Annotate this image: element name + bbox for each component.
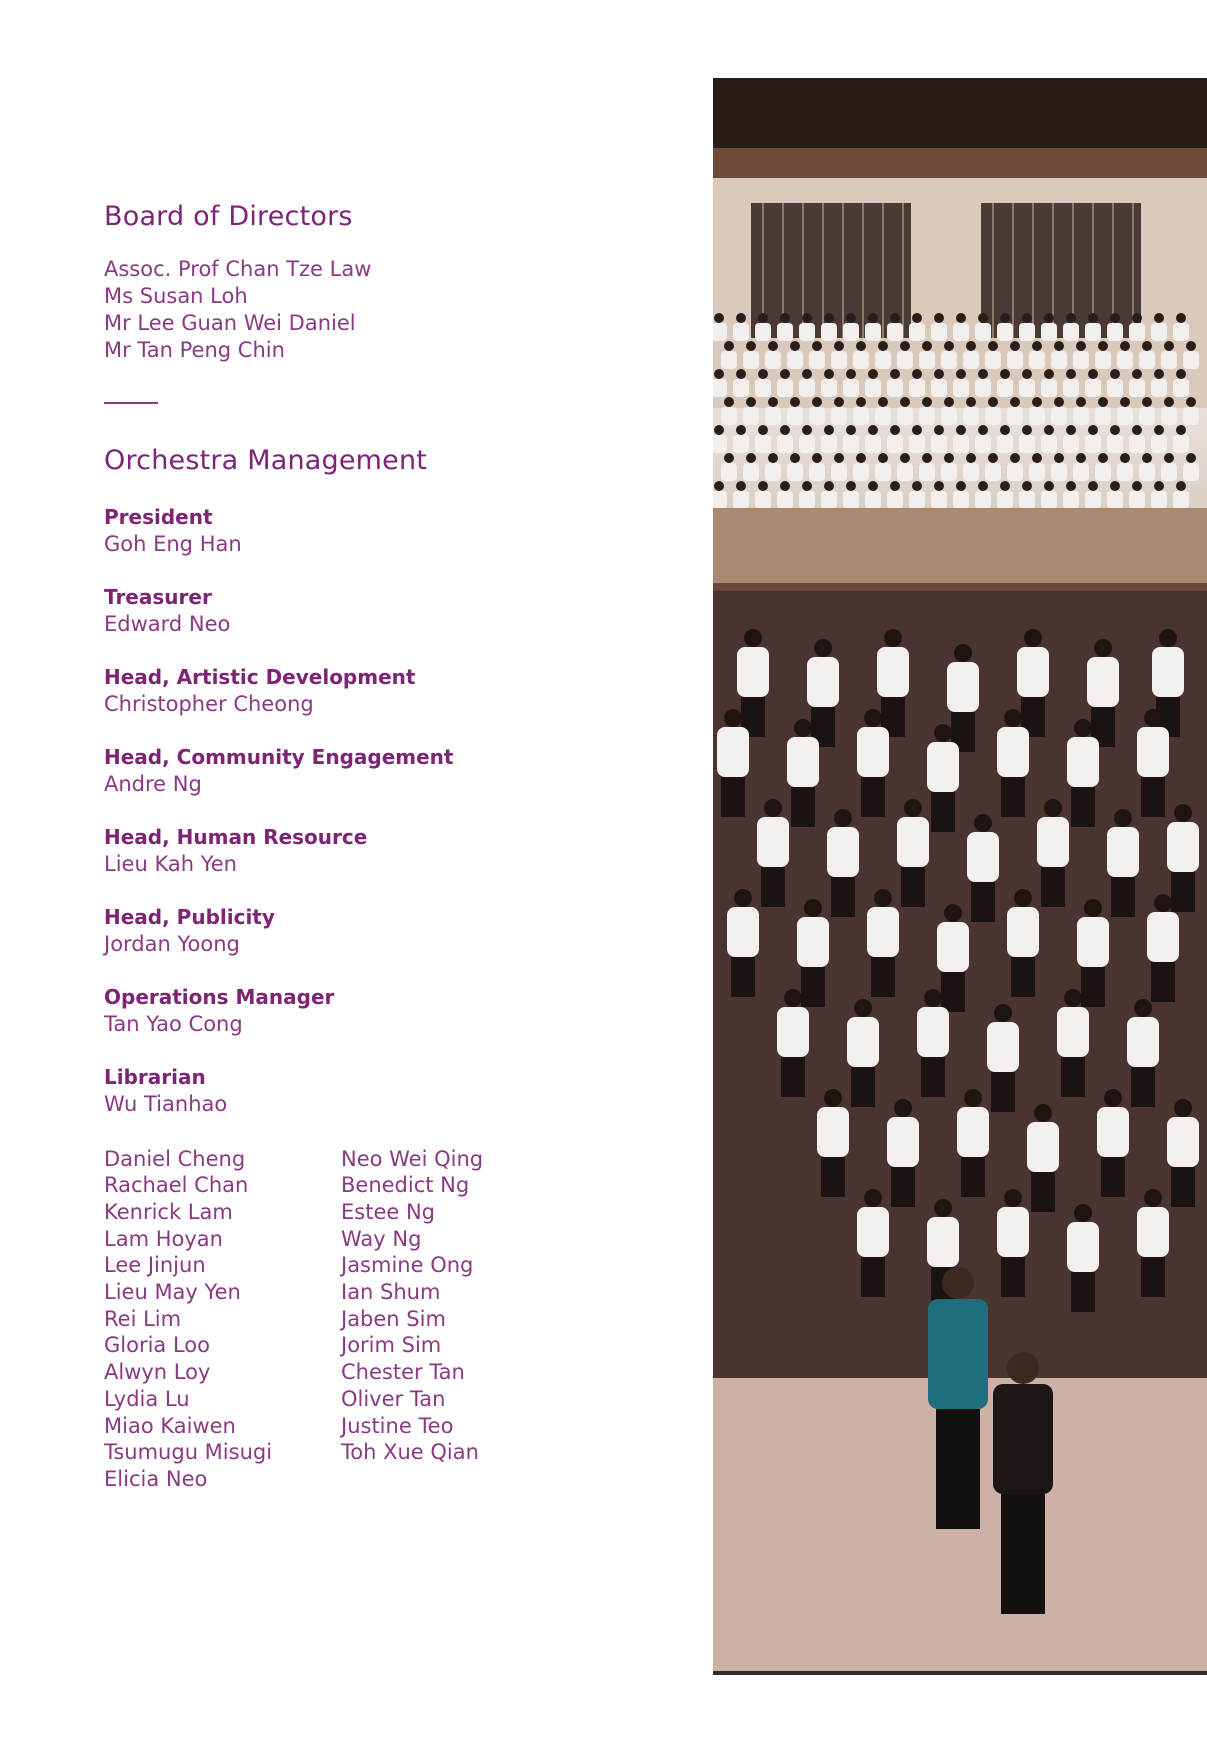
role-human-resource [104,824,664,878]
role-title: Operations Manager [104,984,335,1009]
member-name: Alwyn Loy [104,1360,211,1385]
role-treasurer [104,584,664,638]
member-name: Neo Wei Qing [341,1146,484,1171]
role-title: Librarian [104,1064,206,1089]
role-librarian [104,1064,664,1118]
role-name: Wu Tianhao [104,1091,228,1116]
member-name: Lydia Lu [104,1386,190,1411]
member-name: Lee Jinjun [104,1253,206,1278]
board-list [104,256,664,364]
role-artistic-development [104,664,664,718]
member-name: Rachael Chan [104,1173,249,1198]
role-title: Head, Community Engagement [104,744,454,769]
role-title: Head, Artistic Development [104,664,416,689]
management-title: Orchestra Management [104,444,428,476]
role-president [104,504,664,558]
member-name: Daniel Cheng [104,1146,246,1171]
board-member: Ms Susan Loh [104,284,248,308]
member-name: Jaben Sim [341,1306,446,1331]
members-column-right [341,1146,483,1493]
member-name: Gloria Loo [104,1333,210,1358]
orchestra-photo-illustration [713,78,1207,1675]
role-name: Jordan Yoong [104,931,240,956]
role-title: Head, Human Resource [104,824,368,849]
member-name: Elicia Neo [104,1466,208,1491]
role-name: Christopher Cheong [104,691,314,716]
member-name: Miao Kaiwen [104,1413,236,1438]
orchestra-photo [713,78,1207,1675]
member-name: Toh Xue Qian [341,1440,479,1465]
management-roles [104,504,664,1118]
role-title: Treasurer [104,584,212,609]
member-name: Chester Tan [341,1360,465,1385]
member-name: Lieu May Yen [104,1280,241,1305]
board-member: Assoc. Prof Chan Tze Law [104,257,372,281]
role-name: Goh Eng Han [104,531,242,556]
role-name: Tan Yao Cong [104,1011,243,1036]
role-community-engagement [104,744,664,798]
member-name: Benedict Ng [341,1173,470,1198]
member-name: Lam Hoyan [104,1226,223,1251]
member-name: Way Ng [341,1226,422,1251]
member-name: Rei Lim [104,1306,182,1331]
role-name: Lieu Kah Yen [104,851,237,876]
member-name: Oliver Tan [341,1386,446,1411]
member-name: Jorim Sim [341,1333,442,1358]
section-divider [104,402,158,404]
role-operations-manager [104,984,664,1038]
role-title: President [104,504,213,529]
member-name: Estee Ng [341,1199,435,1224]
committee-members [104,1146,664,1493]
member-name: Jasmine Ong [341,1253,474,1278]
members-column-left [104,1146,341,1493]
member-name: Ian Shum [341,1280,441,1305]
board-member: Mr Lee Guan Wei Daniel [104,311,356,335]
role-publicity [104,904,664,958]
role-name: Andre Ng [104,771,202,796]
role-name: Edward Neo [104,611,231,636]
member-name: Justine Teo [341,1413,454,1438]
credits-panel [104,200,664,1493]
member-name: Kenrick Lam [104,1199,233,1224]
board-title: Board of Directors [104,201,353,232]
member-name: Tsumugu Misugi [104,1440,273,1465]
role-title: Head, Publicity [104,904,275,929]
board-member: Mr Tan Peng Chin [104,338,285,362]
